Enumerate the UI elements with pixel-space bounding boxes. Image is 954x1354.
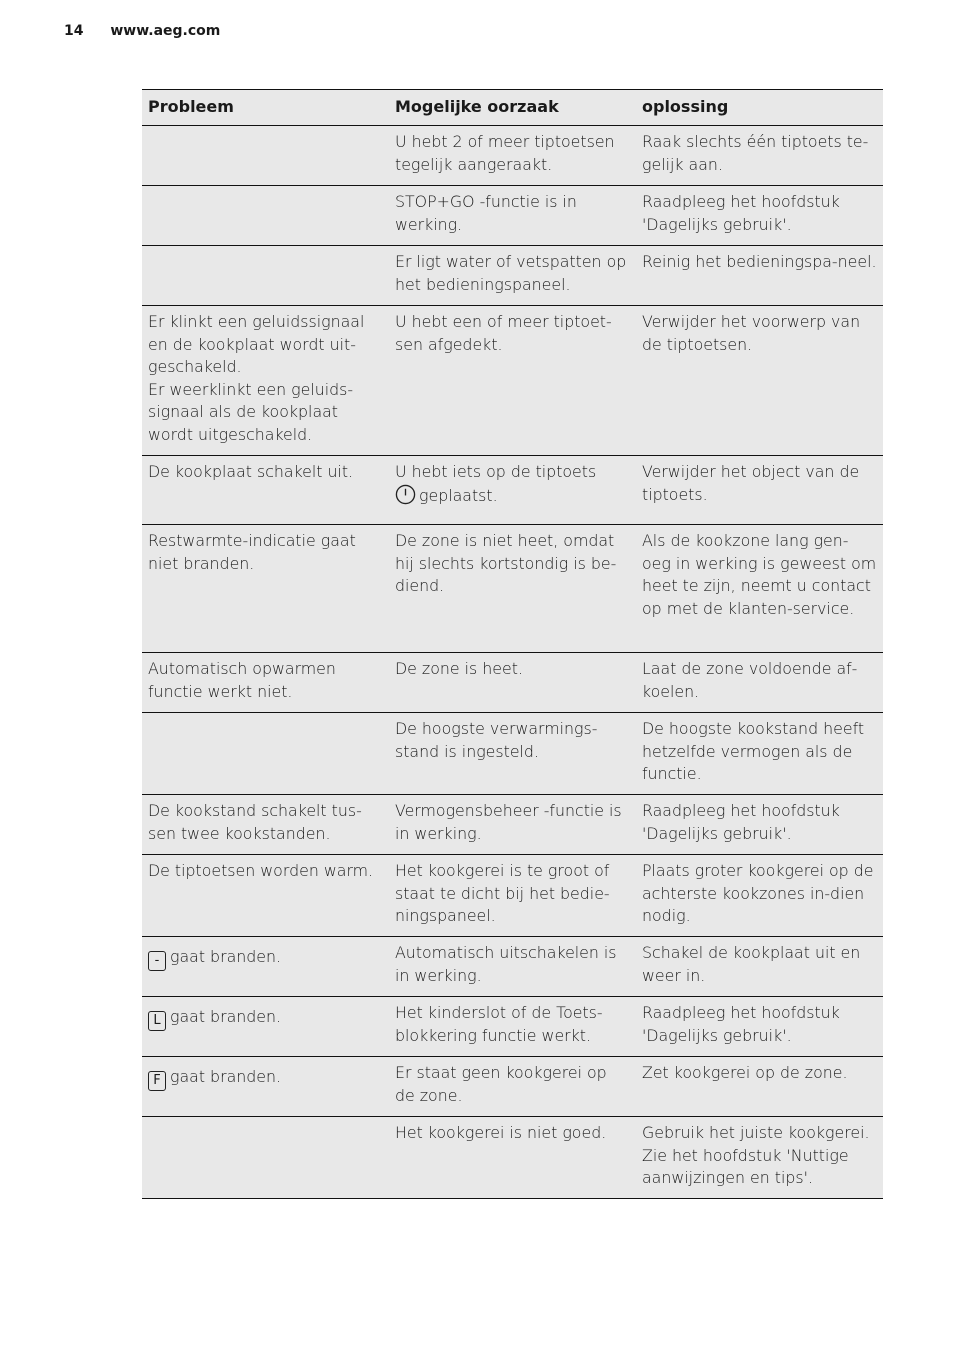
problem-cell (142, 1057, 389, 1117)
website-link[interactable]: www.aeg.com (110, 23, 221, 39)
cause-cell: U hebt 2 of meer tiptoetsen tegelijk aangeraakt. (389, 126, 636, 186)
solution-cell: Zet kookgerei op de zone. (636, 1057, 883, 1117)
cause-cell: Er ligt water of vetspatten op het bedieningspaneel. (389, 246, 636, 306)
table-row (142, 855, 883, 937)
display-symbol-icon: F (148, 1071, 166, 1091)
problem-cell (142, 246, 389, 306)
solution-cell: Plaats groter kookgerei op de achterste kookzones in-dien nodig. (636, 855, 883, 937)
cause-cell: Het kinderslot of de Toets-blokkering functie werkt. (389, 997, 636, 1057)
solution-cell: Gebruik het juiste kookgerei. Zie het hoofdstuk 'Nuttige aanwijzingen en tips'. (636, 1117, 883, 1199)
cause-cell: U hebt een of meer tiptoet-sen afgedekt. (389, 306, 636, 456)
problem-cell (142, 997, 389, 1057)
problem-text: gaat branden. (170, 947, 282, 966)
cause-cell: Het kookgerei is niet goed. (389, 1117, 636, 1199)
display-symbol-icon: - (148, 951, 166, 971)
table-row (142, 126, 883, 186)
problem-cell: Automatisch opwarmen functie werkt niet. (142, 653, 389, 713)
cause-cell: De hoogste verwarmings-stand is ingesteld. (389, 713, 636, 795)
cause-cell: Het kookgerei is te groot of staat te dicht bij het bedie-ningspaneel. (389, 855, 636, 937)
page-number: 14 (64, 23, 84, 39)
problem-cell: De kookplaat schakelt uit. (142, 456, 389, 525)
cause-cell: Er staat geen kookgerei op de zone. (389, 1057, 636, 1117)
table-row (142, 795, 883, 855)
solution-cell: Raadpleeg het hoofdstuk 'Dagelijks gebruik'. (636, 186, 883, 246)
problem-cell (142, 937, 389, 997)
solution-cell: Verwijder het object van de tiptoets. (636, 456, 883, 525)
table-row (142, 456, 883, 525)
problem-text: gaat branden. (170, 1067, 282, 1086)
table-row (142, 1117, 883, 1199)
problem-cell: De kookstand schakelt tus-sen twee kookstanden. (142, 795, 389, 855)
problem-cell (142, 306, 389, 456)
solution-cell: Raadpleeg het hoofdstuk 'Dagelijks gebruik'. (636, 997, 883, 1057)
problem-cell (142, 1117, 389, 1199)
solution-cell: Raak slechts één tiptoets te-gelijk aan. (636, 126, 883, 186)
column-header-problem: Probleem (142, 90, 389, 126)
solution-cell: Raadpleeg het hoofdstuk 'Dagelijks gebruik'. (636, 795, 883, 855)
table-row (142, 186, 883, 246)
page-header (64, 23, 220, 39)
table-header-row (142, 90, 883, 126)
solution-cell: De hoogste kookstand heeft hetzelfde vermogen als de functie. (636, 713, 883, 795)
table-row (142, 246, 883, 306)
problem-text: gaat branden. (170, 1007, 282, 1026)
table-row (142, 1057, 883, 1117)
problem-cell (142, 713, 389, 795)
table-row (142, 525, 883, 653)
solution-cell: Reinig het bedieningspa-neel. (636, 246, 883, 306)
power-icon (395, 484, 416, 505)
column-header-cause: Mogelijke oorzaak (389, 90, 636, 126)
problem-cell (142, 126, 389, 186)
table-row (142, 306, 883, 456)
cause-cell: STOP+GO -functie is in werking. (389, 186, 636, 246)
problem-cell: Restwarmte-indicatie gaat niet branden. (142, 525, 389, 653)
table-row (142, 997, 883, 1057)
table-row (142, 713, 883, 795)
problem-line: Er weerklinkt een geluids-signaal als de kookplaat wordt uitgeschakeld. (148, 379, 354, 444)
display-symbol-icon: L (148, 1011, 166, 1031)
table-row (142, 937, 883, 997)
cause-text: geplaatst. (419, 485, 498, 505)
problem-cell (142, 186, 389, 246)
solution-cell: Laat de zone voldoende af-koelen. (636, 653, 883, 713)
cause-cell: Automatisch uitschakelen is in werking. (389, 937, 636, 997)
cause-cell: De zone is heet. (389, 653, 636, 713)
problem-cell: De tiptoetsen worden warm. (142, 855, 389, 937)
solution-cell: Als de kookzone lang gen-oeg in werking is geweest om heet te zijn, neemt u contact op met de klanten-service. (636, 525, 883, 653)
table-row (142, 653, 883, 713)
problem-line: Er klinkt een geluidssignaal en de kookplaat wordt uit-geschakeld. (148, 312, 365, 377)
cause-text: U hebt iets op de tiptoets (395, 462, 597, 481)
troubleshooting-table (142, 89, 883, 1199)
solution-cell: Verwijder het voorwerp van de tiptoetsen. (636, 306, 883, 456)
column-header-solution: oplossing (636, 90, 883, 126)
cause-cell (389, 456, 636, 525)
solution-cell: Schakel de kookplaat uit en weer in. (636, 937, 883, 997)
cause-cell: De zone is niet heet, omdat hij slechts kortstondig is be-diend. (389, 525, 636, 653)
cause-cell: Vermogensbeheer -functie is in werking. (389, 795, 636, 855)
